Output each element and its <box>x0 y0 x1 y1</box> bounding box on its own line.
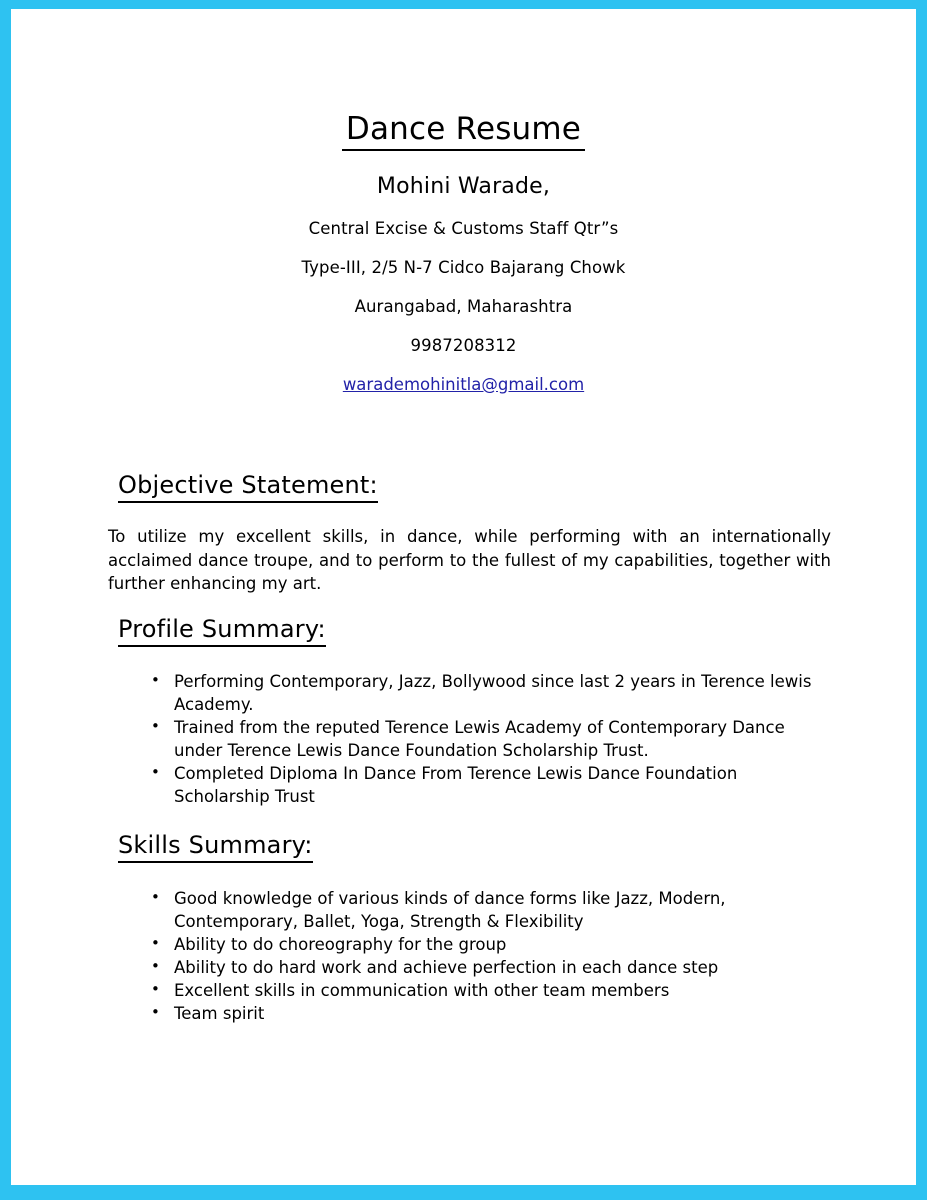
list-item: • Trained from the reputed Terence Lewis Academy of Contemporary Dance under Terence Lewis Dance Foundation Scholarship Trust. <box>108 716 831 762</box>
list-item: • Performing Contemporary, Jazz, Bollywood since last 2 years in Terence lewis Academy. <box>108 670 831 716</box>
section-heading-objective <box>118 471 378 499</box>
section-heading-objective-text: Objective Statement: <box>118 471 378 503</box>
skills-summary-list <box>108 887 831 1025</box>
list-item: • Completed Diploma In Dance From Terence Lewis Dance Foundation Scholarship Trust <box>108 762 831 808</box>
section-heading-skills <box>118 831 313 859</box>
page-border-frame <box>11 9 916 1185</box>
resume-page <box>11 9 916 1185</box>
list-item: • Ability to do hard work and achieve perfection in each dance step <box>108 956 831 979</box>
address-line-3: Aurangabad, Maharashtra <box>354 296 573 316</box>
list-item: • Team spirit <box>108 1002 831 1025</box>
applicant-name: Mohini Warade, <box>376 173 551 199</box>
section-heading-profile <box>118 615 326 643</box>
address-line-1: Central Excise & Customs Staff Qtr”s <box>308 218 619 238</box>
profile-list-wrap <box>108 670 831 808</box>
profile-summary-list <box>108 670 831 808</box>
phone-number: 9987208312 <box>410 335 517 355</box>
list-item: • Good knowledge of various kinds of dance forms like Jazz, Modern, Contemporary, Ballet, Yoga, Strength & Flexibility <box>108 887 831 933</box>
list-item: • Ability to do choreography for the group <box>108 933 831 956</box>
list-item: • Excellent skills in communication with other team members <box>108 979 831 1002</box>
section-heading-profile-text: Profile Summary: <box>118 615 326 647</box>
address-line-2: Type-III, 2/5 N-7 Cidco Bajarang Chowk <box>301 257 626 277</box>
page-title <box>11 9 916 148</box>
objective-paragraph: To utilize my excellent skills, in dance, while performing with an internationally acclaimed dance troupe, and to perform to the fullest of my capabilities, together with further enhancing my art. <box>108 527 831 593</box>
objective-body <box>108 525 831 596</box>
section-heading-skills-text: Skills Summary: <box>118 831 313 863</box>
email-row <box>11 355 916 394</box>
email-link[interactable]: warademohinitla@gmail.com <box>342 374 585 394</box>
skills-list-wrap <box>108 887 831 1025</box>
page-title-text: Dance Resume <box>342 111 585 151</box>
